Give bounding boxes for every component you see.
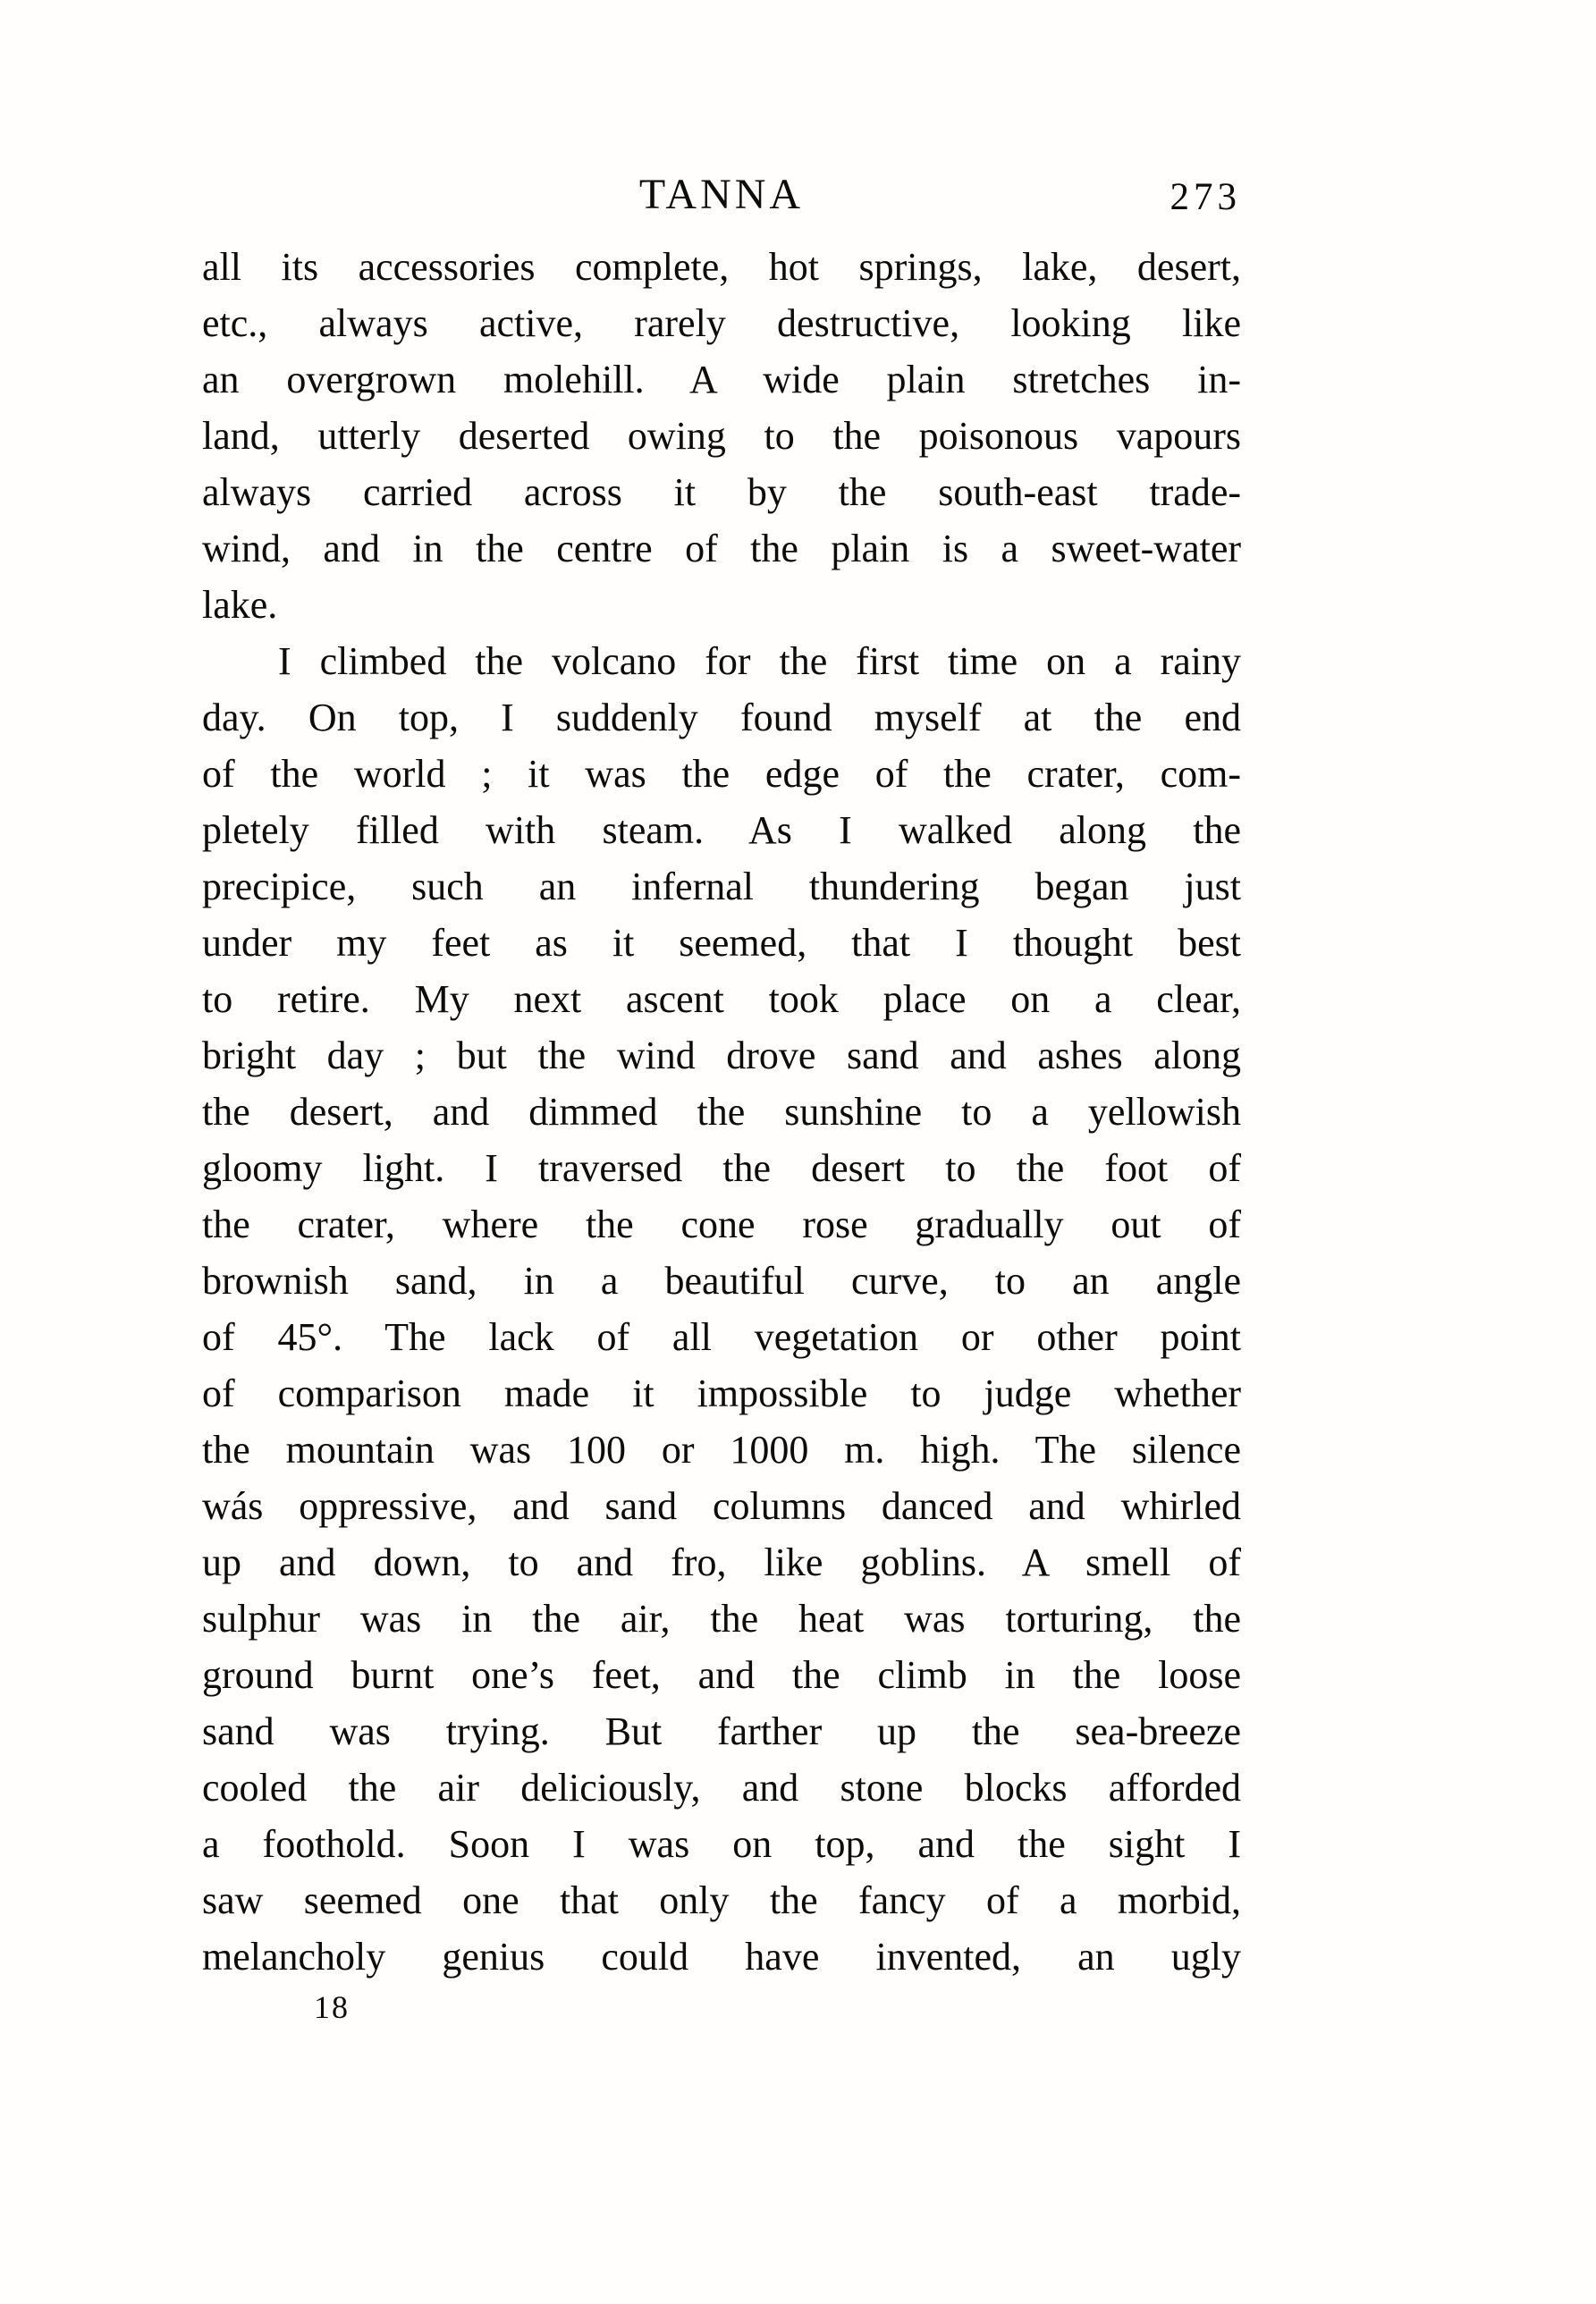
text-line: precipice, such an infernal thundering began just [202, 865, 1241, 908]
running-header [202, 170, 1241, 218]
text-line: saw seemed one that only the fancy of a morbid, [202, 1878, 1241, 1922]
text-line: day. On top, I suddenly found myself at the end [202, 696, 1241, 739]
text-line: of 45°. The lack of all vegetation or other point [202, 1315, 1241, 1359]
body-text [202, 239, 1241, 1985]
text-line: I climbed the volcano for the first time on a rainy [278, 639, 1241, 683]
text-line: land, utterly deserted owing to the poisonous vapours [202, 414, 1241, 458]
signature-mark: 18 [314, 1989, 350, 2025]
page-number: 273 [1170, 176, 1241, 218]
text-line: sand was trying. But farther up the sea-breeze [202, 1709, 1241, 1753]
text-line: brownish sand, in a beautiful curve, to an angle [202, 1259, 1241, 1303]
text-line: the mountain was 100 or 1000 m. high. The silence [202, 1428, 1241, 1472]
text-line: etc., always active, rarely destructive, looking like [202, 301, 1241, 345]
text-line: gloomy light. I traversed the desert to the foot of [202, 1146, 1241, 1190]
text-line: an overgrown molehill. A wide plain stretches in- [202, 358, 1241, 401]
text-line: sulphur was in the air, the heat was torturing, the [202, 1597, 1241, 1641]
text-line: melancholy genius could have invented, an ugly [202, 1935, 1241, 1979]
text-line: wás oppressive, and sand columns danced and whirled [202, 1484, 1241, 1528]
text-line: all its accessories complete, hot springs, lake, desert, [202, 245, 1241, 289]
paragraph [202, 633, 1241, 1985]
text-line: the desert, and dimmed the sunshine to a yellowish [202, 1090, 1241, 1134]
paragraph [202, 239, 1241, 633]
text-line: a foothold. Soon I was on top, and the sight I [202, 1822, 1241, 1866]
text-line: of the world ; it was the edge of the crater, com- [202, 752, 1241, 796]
text-line: always carried across it by the south-east trade- [202, 470, 1241, 514]
text-line: of comparison made it impossible to judge whether [202, 1371, 1241, 1415]
text-line: bright day ; but the wind drove sand and ashes along [202, 1034, 1241, 1077]
text-line: lake. [202, 583, 278, 627]
text-line: ground burnt one’s feet, and the climb in the loose [202, 1653, 1241, 1697]
chapter-running-title: TANNA [638, 171, 805, 218]
text-line: under my feet as it seemed, that I thought best [202, 921, 1241, 965]
text-line: pletely filled with steam. As I walked along the [202, 808, 1241, 852]
text-line: to retire. My next ascent took place on a clear, [202, 977, 1241, 1021]
text-line: the crater, where the cone rose gradually out of [202, 1203, 1241, 1246]
text-line: wind, and in the centre of the plain is a sweet-water [202, 527, 1241, 570]
text-line: cooled the air deliciously, and stone blocks afforded [202, 1766, 1241, 1810]
text-line: up and down, to and fro, like goblins. A smell of [202, 1540, 1241, 1584]
